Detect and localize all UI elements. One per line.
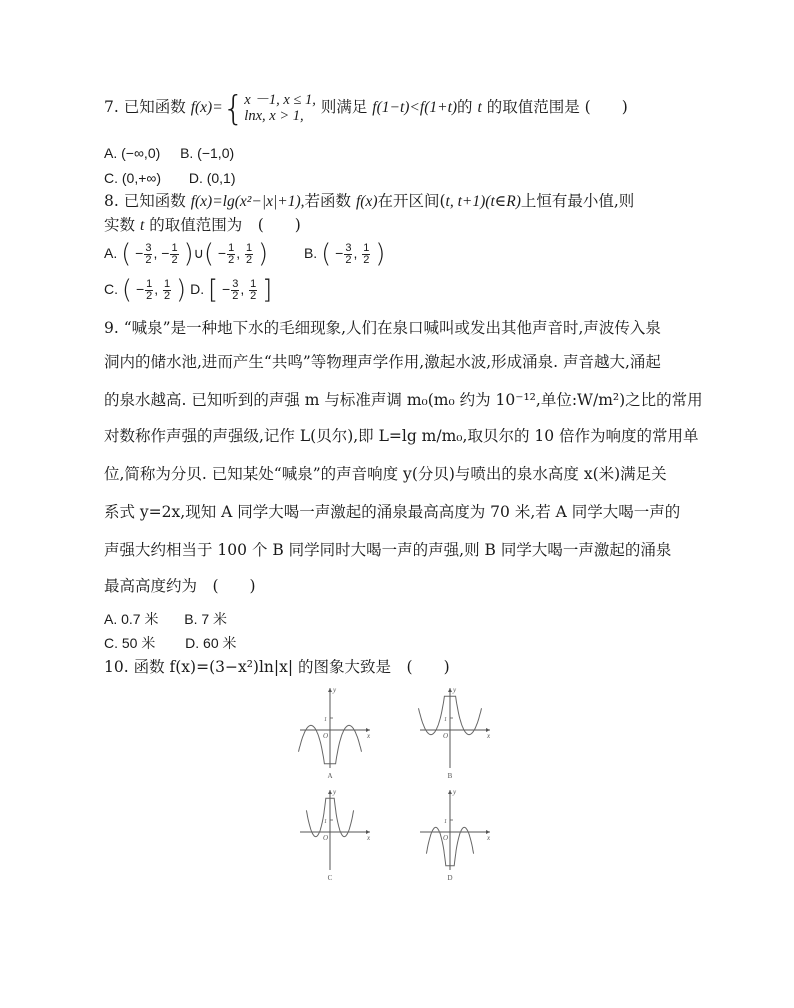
q8-text-mid: 若函数	[304, 192, 352, 210]
paren-close: )	[183, 239, 194, 270]
graph-caption: A	[327, 772, 333, 780]
fraction-denominator: 2	[250, 290, 257, 302]
fraction-denominator: 2	[171, 254, 178, 266]
y-axis-label: y	[453, 686, 457, 694]
x-axis-label: x	[367, 834, 371, 842]
function-curve	[426, 827, 449, 865]
comma: ,	[353, 245, 358, 262]
graph-caption: D	[447, 874, 453, 882]
paren-close: )	[375, 239, 386, 270]
tick-label-1: 1	[444, 819, 447, 825]
q8-option-b-label: B.	[303, 245, 318, 262]
q7-condition: f(1−t)<f(1+t)	[372, 99, 458, 116]
fraction-denominator: 2	[345, 254, 352, 266]
q9-options-row1	[104, 609, 227, 629]
fraction	[163, 279, 171, 302]
paren-open: (	[121, 239, 132, 270]
fraction	[245, 243, 253, 266]
minus-sign: −	[217, 245, 227, 262]
x-axis-label: x	[487, 732, 491, 740]
minus-sign: −	[161, 245, 170, 262]
q8-text-line2-post: 的取值范围为 ( )	[149, 216, 301, 234]
function-curve	[330, 725, 361, 763]
function-curve	[330, 798, 353, 836]
graph-caption: C	[327, 874, 333, 882]
fraction-numerator: 1	[250, 278, 257, 290]
y-axis-arrow	[448, 688, 452, 692]
fraction-denominator: 2	[246, 254, 253, 266]
q8-number: 8.	[104, 192, 119, 210]
q8-option-d-label: D.	[190, 281, 205, 298]
fraction-numerator: 1	[146, 278, 153, 290]
x-axis-label: x	[367, 732, 371, 740]
piecewise-brace: {	[222, 89, 245, 129]
comma: ,	[154, 281, 159, 298]
y-axis-arrow	[448, 790, 452, 794]
x-axis-arrow	[486, 728, 490, 732]
x-axis-arrow	[366, 728, 370, 732]
q9-option-a[interactable]: A. 0.7 米	[104, 611, 159, 627]
fraction	[227, 243, 235, 266]
origin-label: O	[323, 834, 329, 842]
q8-fx: f(x)	[355, 193, 378, 210]
q7-variable-t: t	[477, 99, 482, 116]
paren-open: (	[121, 275, 133, 306]
q7-piecewise	[244, 92, 316, 124]
origin-label: O	[443, 732, 449, 740]
q9-line-6: 系式 y=2x,现知 A 同学大喝一声激起的涌泉最高高度为 70 米,若 A 同学大喝一声的	[104, 503, 681, 521]
q7-text-pre: 已知函数	[123, 98, 186, 116]
q9-options-row2	[104, 633, 237, 653]
q8-text-interval-pre: 在开区间(	[377, 192, 446, 210]
q9-line-5: 位,简称为分贝. 已知某处“喊泉”的声音响度 y(分贝)与喷出的泉水高度 x(米)满足关	[104, 465, 667, 483]
fraction-numerator: 1	[363, 242, 370, 254]
fraction	[145, 279, 153, 302]
q8-text-pre: 已知函数	[123, 192, 186, 210]
q7-option-d[interactable]: D. (0,1)	[188, 170, 236, 186]
fraction-numerator: 3	[345, 242, 352, 254]
q8-option-b[interactable]	[303, 239, 386, 270]
q9-line-2: 洞内的储水池,进而产生“共鸣”等物理声学作用,激起水波,形成涌泉. 声音越大,涌起	[104, 353, 661, 371]
fraction-denominator: 2	[146, 290, 153, 302]
tick-label-1: 1	[324, 819, 327, 825]
paren-open: (	[321, 239, 332, 270]
q7-option-b[interactable]: B. (−1,0)	[180, 145, 235, 161]
minus-sign: −	[135, 281, 145, 298]
fraction-numerator: 1	[246, 242, 253, 254]
paren-open: (	[203, 239, 215, 270]
q9-line-3: 的泉水越高. 已知听到的声强 m 与标准声调 m₀(m₀ 约为 10⁻¹²,单位:W/m²)之比的常用	[104, 391, 703, 409]
bracket-open: [	[207, 275, 219, 306]
paren-close: )	[176, 275, 187, 306]
fraction	[144, 243, 152, 266]
x-axis-arrow	[486, 830, 490, 834]
q8-text-end: 上恒有最小值,则	[520, 192, 635, 210]
comma: ,	[240, 281, 245, 298]
fraction	[344, 243, 352, 266]
fraction-numerator: 1	[171, 242, 178, 254]
comma: ,	[236, 245, 241, 262]
fraction-denominator: 2	[164, 290, 171, 302]
function-curve	[419, 696, 450, 734]
q8-option-c[interactable]	[104, 275, 190, 306]
paren-close: )	[258, 239, 269, 270]
q8-options-row2	[104, 275, 273, 306]
fraction-numerator: 1	[228, 242, 235, 254]
q9-line-4: 对数称作声强的声强级,记作 L(贝尔),即 L=lg m/m₀,取贝尔的 10 倍作为响度的常用单	[104, 427, 699, 445]
q8-interval: t, t+1)(t∈R)	[445, 193, 521, 210]
fraction	[231, 279, 239, 302]
y-axis-label: y	[333, 788, 337, 796]
graph-caption: B	[447, 772, 453, 780]
bracket-close: ]	[262, 275, 273, 306]
q8-option-c-label: C.	[104, 281, 118, 298]
q8-option-a-label: A.	[104, 245, 118, 262]
q8-options-row1	[104, 239, 386, 270]
fraction-denominator: 2	[145, 254, 152, 266]
function-curve	[450, 827, 473, 865]
q9-line-1: 9. “喊泉”是一种地下水的毛细现象,人们在泉口喊叫或发出其他声音时,声波传入泉	[104, 319, 661, 337]
q7-text-mid: 则满足	[320, 98, 368, 116]
fraction-numerator: 1	[164, 278, 171, 290]
fraction	[170, 243, 178, 266]
minus-sign: −	[335, 245, 344, 262]
minus-sign: −	[135, 245, 144, 262]
origin-label: O	[323, 732, 329, 740]
q7-case-1: x －1, x ≤ 1,	[244, 92, 316, 108]
q7-case-2: lnx, x > 1,	[244, 108, 304, 124]
q8-text-line2-pre: 实数	[104, 216, 136, 234]
q8-stem-line1	[104, 191, 634, 212]
tick-label-1: 1	[324, 717, 327, 723]
minus-sign: −	[222, 281, 231, 298]
q7-text-post: 的取值范围是 ( )	[486, 98, 628, 116]
q7-option-c[interactable]: C. (0,+∞)	[104, 170, 162, 186]
origin-label: O	[443, 834, 449, 842]
q7-function-name: f(x)=	[190, 99, 223, 116]
q8-stem-line2	[104, 215, 301, 236]
fraction	[249, 279, 257, 302]
fraction-denominator: 2	[228, 254, 235, 266]
y-axis-arrow	[328, 688, 332, 692]
q7-options-row2	[104, 168, 236, 188]
fraction-numerator: 3	[145, 242, 152, 254]
q9-option-d[interactable]: D. 60 米	[185, 635, 237, 651]
q9-option-c[interactable]: C. 50 米	[104, 635, 156, 651]
q8-option-a[interactable]	[104, 239, 272, 270]
q10-stem: 10. 函数 f(x)=(3−x²)ln|x| 的图象大致是 ( )	[104, 658, 450, 676]
q8-option-d[interactable]	[190, 275, 273, 306]
y-axis-label: y	[333, 686, 337, 694]
q9-option-b[interactable]: B. 7 米	[184, 611, 228, 627]
fraction	[362, 243, 370, 266]
q7-stem	[104, 89, 628, 129]
q7-option-a[interactable]: A. (−∞,0)	[104, 145, 161, 161]
comma: ,	[153, 245, 158, 262]
q8-function: f(x)=lg(x²−|x|+1),	[190, 193, 305, 210]
function-curve	[306, 798, 329, 836]
x-axis-label: x	[487, 834, 491, 842]
fraction-denominator: 2	[232, 290, 239, 302]
q8-variable-t: t	[139, 217, 145, 234]
function-curve	[450, 696, 481, 734]
q7-options-row1	[104, 143, 234, 163]
tick-label-1: 1	[444, 717, 447, 723]
q9-line-8: 最高高度约为 ( )	[104, 577, 256, 595]
q7-number: 7.	[104, 98, 119, 116]
x-axis-arrow	[366, 830, 370, 834]
fraction-numerator: 3	[232, 278, 239, 290]
q7-text-de: 的	[457, 98, 473, 116]
fraction-denominator: 2	[363, 254, 370, 266]
y-axis-arrow	[328, 790, 332, 794]
y-axis-label: y	[453, 788, 457, 796]
union-symbol: ∪	[193, 245, 204, 262]
q9-line-7: 声强大约相当于 100 个 B 同学同时大喝一声的声强,则 B 同学大喝一声激起的涌泉	[104, 541, 672, 559]
function-curve	[299, 725, 330, 763]
